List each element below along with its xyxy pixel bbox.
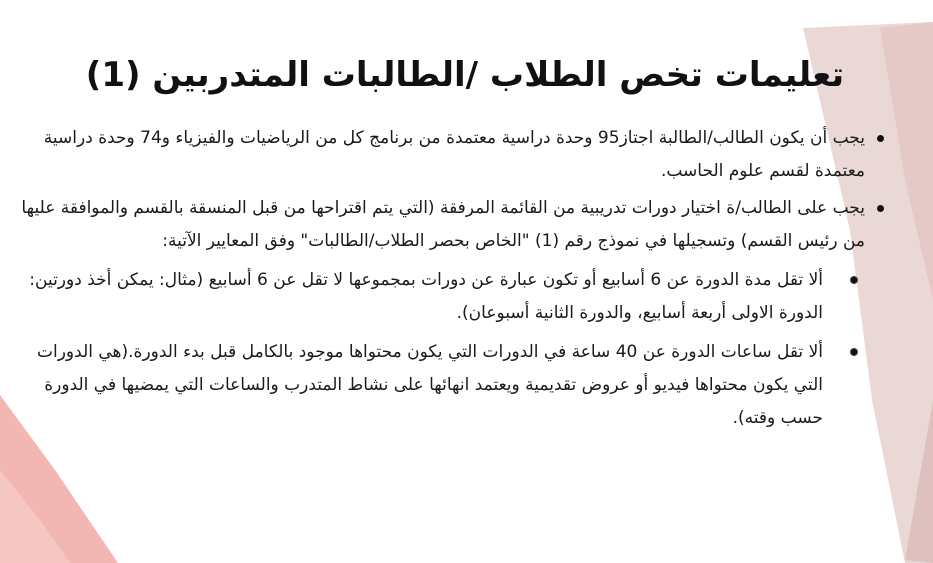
bullet-dot-icon <box>877 135 884 142</box>
hollow-circle-icon <box>850 348 858 356</box>
bullet-item <box>20 122 865 188</box>
bullet-text: يجب على الطالب/ة اختيار دورات تدريبية من القائمة المرفقة (التي يتم اقتراحها من قبل المنسقة بالقسم والموافقة عليها من رئيس القسم) وتسجيلها في نموذج رقم (1) "الخاص بحصر الطلاب/الطالبات" وفق المعايير الآتية: <box>21 198 865 251</box>
sub-bullet-text: ألا تقل مدة الدورة عن 6 أسابيع أو تكون عبارة عن دورات بمجموعها لا تقل عن 6 أسابيع (مثال: يمكن أخذ دورتين: الدورة الاولى أربعة أسابيع، والدورة الثانية أسبوعان). <box>29 270 823 323</box>
slide-title: تعليمات تخص الطلاب /الطالبات المتدربين (1) <box>85 55 845 95</box>
slide-content <box>20 122 865 552</box>
bullet-item <box>20 192 865 435</box>
bullet-dot-icon <box>877 205 884 212</box>
sub-bullet-text: ألا تقل ساعات الدورة عن 40 ساعة في الدورات التي يكون محتواها موجود بالكامل قبل بدء الدورة.(هي الدورات التي يكون محتواها فيديو أو عروض تقديمية ويعتمد انهائها على نشاط المتدرب والساعات التي يمضيها في الدورة حسب وقته). <box>37 342 823 428</box>
sub-bullet-item <box>20 336 865 435</box>
hollow-circle-icon <box>850 276 858 284</box>
bullet-text: يجب أن يكون الطالب/الطالبة اجتاز95 وحدة دراسية معتمدة من برنامج كل من الرياضيات والفيزياء و74 وحدة دراسية معتمدة لقسم علوم الحاسب. <box>43 128 865 181</box>
sub-bullet-item <box>20 264 865 330</box>
